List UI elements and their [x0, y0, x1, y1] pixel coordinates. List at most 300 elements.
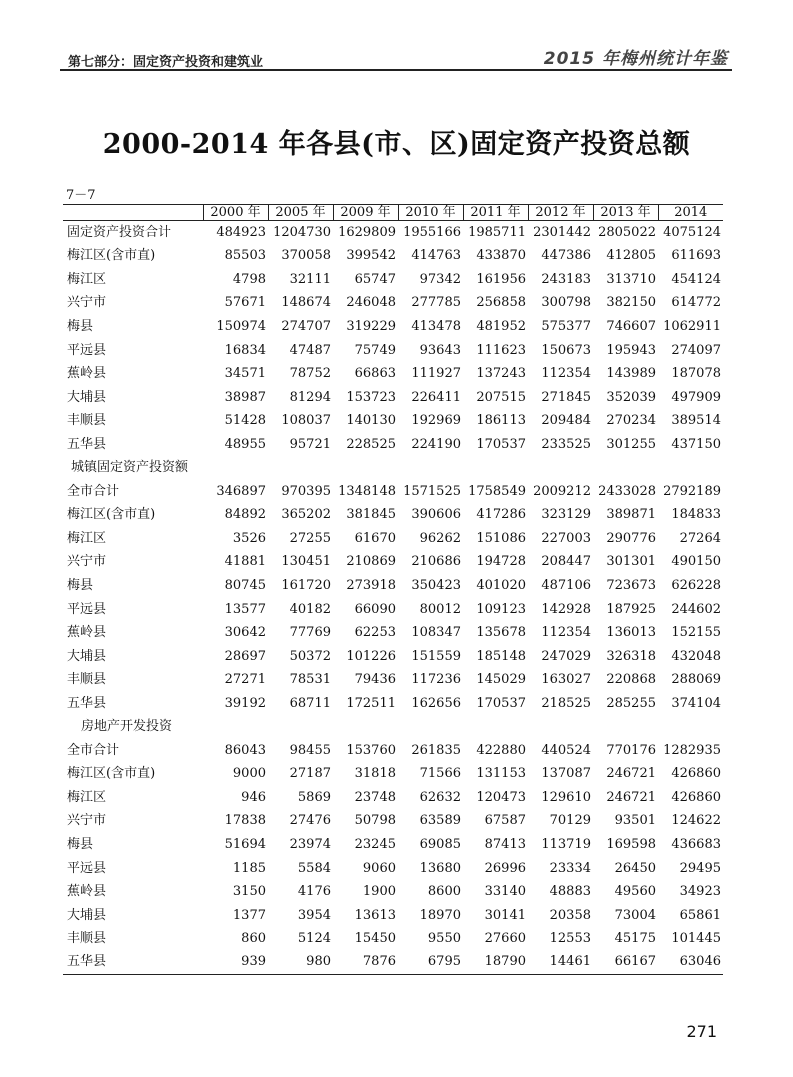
table-cell: 137087: [541, 766, 591, 782]
investment-table: [63, 204, 723, 975]
table-cell: 426860: [671, 766, 721, 782]
table-cell: 614772: [671, 295, 721, 311]
table-cell: 390606: [411, 507, 461, 523]
table-cell: 81294: [289, 389, 331, 405]
header-row: [63, 205, 723, 221]
row-label: 梅县: [67, 836, 94, 852]
row-label: 梅县: [67, 318, 94, 334]
table-cell: 3954: [297, 907, 331, 923]
table-cell: 186113: [476, 413, 526, 429]
table-cell: 18790: [463, 950, 528, 974]
table-cell: 20358: [549, 907, 591, 923]
table-cell: 161956: [476, 271, 526, 287]
table-cell: 112354: [541, 625, 591, 641]
table-cell: 195943: [606, 342, 656, 358]
table-row: [63, 362, 723, 386]
table-cell: 153723: [346, 389, 396, 405]
table-cell: 62632: [419, 789, 461, 805]
table-cell: 401020: [476, 577, 526, 593]
table-cell: 32111: [289, 271, 331, 287]
table-cell: 86043: [224, 742, 266, 758]
header-rule: [60, 69, 732, 71]
table-cell: 381845: [346, 507, 396, 523]
row-label: 梅江区: [67, 530, 107, 546]
table-cell: 87413: [484, 836, 526, 852]
table-cell: 13613: [354, 907, 396, 923]
table-cell: 51428: [224, 413, 266, 429]
table-cell: 66863: [354, 366, 396, 382]
table-cell: 13577: [224, 601, 266, 617]
table-row: [63, 668, 723, 692]
table-cell: 575377: [541, 318, 591, 334]
row-label: 丰顺县: [67, 672, 107, 688]
table-cell: 860: [241, 931, 266, 947]
table-cell: 4075124: [663, 225, 721, 241]
table-cell: 34571: [224, 366, 266, 382]
table-row: [63, 903, 723, 927]
table-cell: 5869: [297, 789, 331, 805]
table-cell: 68711: [289, 695, 331, 711]
table-cell: 454124: [671, 271, 721, 287]
column-header: [63, 205, 203, 221]
table-cell: 14461: [528, 950, 593, 974]
table-cell: 218525: [541, 695, 591, 711]
table-cell: 153760: [346, 742, 396, 758]
column-header: 2013 年: [593, 205, 658, 221]
table-cell: 30642: [224, 625, 266, 641]
table-cell: 194728: [476, 554, 526, 570]
table-row: [63, 268, 723, 292]
table-cell: 28697: [224, 648, 266, 664]
table-cell: 172511: [346, 695, 396, 711]
table-cell: 9000: [232, 766, 266, 782]
table-cell: 946: [241, 789, 266, 805]
table-row: [63, 950, 723, 974]
row-label: 五华县: [67, 436, 107, 452]
row-label: 平远县: [67, 342, 107, 358]
table-cell: 247029: [541, 648, 591, 664]
table-cell: 6795: [398, 950, 463, 974]
table-cell: 79436: [354, 672, 396, 688]
table-row: [63, 786, 723, 810]
table-cell: 23334: [549, 860, 591, 876]
table-cell: 80745: [224, 577, 266, 593]
table-cell: 95721: [289, 436, 331, 452]
table-cell: 436683: [671, 836, 721, 852]
table-cell: 57671: [224, 295, 266, 311]
table-cell: 1629809: [338, 225, 396, 241]
table-cell: 389514: [671, 413, 721, 429]
table-cell: 50798: [354, 813, 396, 829]
table-row: [63, 244, 723, 268]
table-cell: 30141: [484, 907, 526, 923]
section-label: 房地产开发投资: [81, 719, 173, 735]
table-cell: 185148: [476, 648, 526, 664]
table-cell: 98455: [289, 742, 331, 758]
table-cell: 365202: [281, 507, 331, 523]
table-cell: 313710: [606, 271, 656, 287]
table-cell: 5124: [297, 931, 331, 947]
table-cell: 31818: [354, 766, 396, 782]
table-cell: 78531: [289, 672, 331, 688]
table-row: [63, 880, 723, 904]
table-cell: 224190: [411, 436, 461, 452]
table-cell: 5584: [297, 860, 331, 876]
table-cell: 208447: [541, 554, 591, 570]
row-label: 梅江区: [67, 789, 107, 805]
table-cell: 45175: [614, 931, 656, 947]
table-cell: 273918: [346, 577, 396, 593]
table-cell: 412805: [606, 248, 656, 264]
table-cell: 970395: [281, 483, 331, 499]
column-header: 2009 年: [333, 205, 398, 221]
table-cell: 108037: [281, 413, 331, 429]
table-cell: 432048: [671, 648, 721, 664]
table-cell: 27271: [224, 672, 266, 688]
table-cell: 1185: [232, 860, 266, 876]
row-label: 兴宁市: [67, 813, 107, 829]
table-cell: 70129: [549, 813, 591, 829]
row-label: 大埔县: [67, 389, 107, 405]
table-cell: 16834: [224, 342, 266, 358]
table-row: [63, 291, 723, 315]
table-cell: 131153: [476, 766, 526, 782]
table-cell: 417286: [476, 507, 526, 523]
table-cell: 187078: [671, 366, 721, 382]
table-cell: 39192: [224, 695, 266, 711]
table-cell: 27476: [289, 813, 331, 829]
column-header: 2010 年: [398, 205, 463, 221]
table-cell: 1900: [362, 884, 396, 900]
table-cell: 63046: [658, 950, 723, 974]
table-row: [63, 338, 723, 362]
table-cell: 433870: [476, 248, 526, 264]
table-cell: 50372: [289, 648, 331, 664]
row-label: 蕉岭县: [67, 884, 107, 900]
section-label: 城镇固定资产投资额: [71, 460, 189, 476]
table-cell: 1204730: [273, 225, 331, 241]
table-cell: 770176: [606, 742, 656, 758]
column-header: 2012 年: [528, 205, 593, 221]
table-cell: 137243: [476, 366, 526, 382]
row-label: 五华县: [67, 695, 107, 711]
table-cell: 1377: [232, 907, 266, 923]
row-label: 梅县: [67, 577, 94, 593]
row-label: 蕉岭县: [67, 625, 107, 641]
table-cell: 97342: [419, 271, 461, 287]
table-row: [63, 691, 723, 715]
table-cell: 1985711: [468, 225, 526, 241]
table-cell: 47487: [289, 342, 331, 358]
table-row: [63, 621, 723, 645]
table-row: [63, 739, 723, 763]
table-cell: 27264: [679, 530, 721, 546]
table-cell: 209484: [541, 413, 591, 429]
table-cell: 226411: [411, 389, 461, 405]
row-label: 五华县: [63, 950, 203, 974]
table-cell: 109123: [476, 601, 526, 617]
table-cell: 187925: [606, 601, 656, 617]
table-cell: 163027: [541, 672, 591, 688]
row-label: 丰顺县: [67, 931, 107, 947]
table-cell: 626228: [671, 577, 721, 593]
table-cell: 152155: [671, 625, 721, 641]
table-cell: 422880: [476, 742, 526, 758]
table-row: [63, 432, 723, 456]
table-cell: 130451: [281, 554, 331, 570]
row-label: 蕉岭县: [67, 366, 107, 382]
table-cell: 611693: [671, 248, 721, 264]
table-cell: 66167: [593, 950, 658, 974]
table-cell: 3526: [232, 530, 266, 546]
table-cell: 41881: [224, 554, 266, 570]
column-header: 2014: [658, 205, 723, 221]
table-cell: 399542: [346, 248, 396, 264]
table-cell: 63589: [419, 813, 461, 829]
table-cell: 746607: [606, 318, 656, 334]
table-cell: 26450: [614, 860, 656, 876]
table-cell: 17838: [224, 813, 266, 829]
table-cell: 93643: [419, 342, 461, 358]
table-cell: 12553: [549, 931, 591, 947]
table-cell: 497909: [671, 389, 721, 405]
table-cell: 66090: [354, 601, 396, 617]
table-cell: 1955166: [403, 225, 461, 241]
table-cell: 84892: [224, 507, 266, 523]
row-label: 大埔县: [67, 907, 107, 923]
table-cell: 129610: [541, 789, 591, 805]
table-cell: 111623: [476, 342, 526, 358]
row-label: 丰顺县: [67, 413, 107, 429]
column-header: 2000 年: [203, 205, 268, 221]
table-cell: 15450: [354, 931, 396, 947]
page-header: [60, 40, 732, 71]
table-cell: 136013: [606, 625, 656, 641]
table-cell: 426860: [671, 789, 721, 805]
table-cell: 382150: [606, 295, 656, 311]
table-cell: 481952: [476, 318, 526, 334]
table-cell: 108347: [411, 625, 461, 641]
table-cell: 65861: [679, 907, 721, 923]
table-row: [63, 385, 723, 409]
table-cell: 75749: [354, 342, 396, 358]
table-cell: 192969: [411, 413, 461, 429]
table-cell: 33140: [484, 884, 526, 900]
table-cell: 29495: [679, 860, 721, 876]
table-cell: 723673: [606, 577, 656, 593]
table-cell: 23748: [354, 789, 396, 805]
table-cell: 233525: [541, 436, 591, 452]
table-cell: 101226: [346, 648, 396, 664]
table-cell: 490150: [671, 554, 721, 570]
table-cell: 319229: [346, 318, 396, 334]
table-cell: 301255: [606, 436, 656, 452]
table-cell: 246048: [346, 295, 396, 311]
row-label: 兴宁市: [67, 295, 107, 311]
section-row: [63, 456, 723, 480]
table-cell: 9060: [362, 860, 396, 876]
table-row: [63, 315, 723, 339]
table-cell: 288069: [671, 672, 721, 688]
table-row: [63, 762, 723, 786]
table-row: [63, 503, 723, 527]
table-cell: 111927: [411, 366, 461, 382]
table-cell: 4798: [232, 271, 266, 287]
table-cell: 8600: [427, 884, 461, 900]
table-cell: 1282935: [663, 742, 721, 758]
row-label: 梅江区(含市直): [67, 248, 156, 264]
table-row: [63, 550, 723, 574]
column-header: 2005 年: [268, 205, 333, 221]
table-cell: 34923: [679, 884, 721, 900]
table-cell: 170537: [476, 695, 526, 711]
table-row: [63, 597, 723, 621]
table-cell: 51694: [224, 836, 266, 852]
table-cell: 101445: [671, 931, 721, 947]
row-label: 平远县: [67, 601, 107, 617]
table-row: [63, 574, 723, 598]
table-cell: 413478: [411, 318, 461, 334]
table-cell: 326318: [606, 648, 656, 664]
table-cell: 23245: [354, 836, 396, 852]
table-cell: 69085: [419, 836, 461, 852]
row-label: 平远县: [67, 860, 107, 876]
table-cell: 440524: [541, 742, 591, 758]
table-row: [63, 527, 723, 551]
table-code: 7－7: [66, 188, 96, 203]
table-cell: 210869: [346, 554, 396, 570]
table-cell: 38987: [224, 389, 266, 405]
table-cell: 2792189: [663, 483, 721, 499]
table-cell: 23974: [289, 836, 331, 852]
row-label: 兴宁市: [67, 554, 107, 570]
table-cell: 484923: [216, 225, 266, 241]
table-cell: 26996: [484, 860, 526, 876]
table-cell: 112354: [541, 366, 591, 382]
table-cell: 49560: [614, 884, 656, 900]
table-cell: 244602: [671, 601, 721, 617]
row-label: 梅江区: [67, 271, 107, 287]
table-row: [63, 809, 723, 833]
table-cell: 170537: [476, 436, 526, 452]
table-body: [63, 221, 723, 975]
table-cell: 1571525: [403, 483, 461, 499]
table-cell: 62253: [354, 625, 396, 641]
table-cell: 124622: [671, 813, 721, 829]
table-cell: 80012: [419, 601, 461, 617]
row-label: 全市合计: [67, 742, 120, 758]
table-cell: 78752: [289, 366, 331, 382]
table-cell: 290776: [606, 530, 656, 546]
table-cell: 301301: [606, 554, 656, 570]
table-cell: 77769: [289, 625, 331, 641]
table-cell: 447386: [541, 248, 591, 264]
table-cell: 65747: [354, 271, 396, 287]
table-cell: 2433028: [598, 483, 656, 499]
table-cell: 13680: [419, 860, 461, 876]
table-cell: 274707: [281, 318, 331, 334]
table-cell: 389871: [606, 507, 656, 523]
table-cell: 243183: [541, 271, 591, 287]
table-cell: 150974: [216, 318, 266, 334]
table-cell: 27660: [484, 931, 526, 947]
table-cell: 414763: [411, 248, 461, 264]
table-row: [63, 221, 723, 245]
column-header: 2011 年: [463, 205, 528, 221]
table-cell: 210686: [411, 554, 461, 570]
table-cell: 1348148: [338, 483, 396, 499]
table-cell: 220868: [606, 672, 656, 688]
table-cell: 207515: [476, 389, 526, 405]
table-cell: 143989: [606, 366, 656, 382]
row-label: 固定资产投资合计: [67, 225, 172, 241]
table-cell: 161720: [281, 577, 331, 593]
table-cell: 228525: [346, 436, 396, 452]
table-cell: 18970: [419, 907, 461, 923]
table-cell: 145029: [476, 672, 526, 688]
table-row: [63, 856, 723, 880]
table-cell: 1758549: [468, 483, 526, 499]
table-cell: 370058: [281, 248, 331, 264]
table-cell: 487106: [541, 577, 591, 593]
table-cell: 270234: [606, 413, 656, 429]
table-cell: 184833: [671, 507, 721, 523]
table-cell: 117236: [411, 672, 461, 688]
table-cell: 3150: [232, 884, 266, 900]
section-heading: 第七部分：固定资产投资和建筑业: [68, 55, 264, 70]
table-cell: 437150: [671, 436, 721, 452]
table-cell: 9550: [427, 931, 461, 947]
table-cell: 120473: [476, 789, 526, 805]
table-cell: 27255: [289, 530, 331, 546]
row-label: 大埔县: [67, 648, 107, 664]
table-cell: 48955: [224, 436, 266, 452]
table-cell: 227003: [541, 530, 591, 546]
table-cell: 300798: [541, 295, 591, 311]
yearbook-title: 2015 年梅州统计年鉴: [543, 49, 728, 69]
table-cell: 350423: [411, 577, 461, 593]
table-cell: 113719: [541, 836, 591, 852]
table-cell: 2805022: [598, 225, 656, 241]
page-title: 2000-2014 年各县(市、区)固定资产投资总额: [102, 129, 691, 160]
table-cell: 93501: [614, 813, 656, 829]
table-cell: 246721: [606, 789, 656, 805]
table-cell: 261835: [411, 742, 461, 758]
table-cell: 73004: [614, 907, 656, 923]
table-row: [63, 833, 723, 857]
table-cell: 980: [268, 950, 333, 974]
table-cell: 140130: [346, 413, 396, 429]
table-cell: 67587: [484, 813, 526, 829]
table-row: [63, 480, 723, 504]
table-cell: 7876: [333, 950, 398, 974]
table-cell: 48883: [549, 884, 591, 900]
table-cell: 169598: [606, 836, 656, 852]
page-number: 271: [686, 1022, 717, 1041]
table-cell: 352039: [606, 389, 656, 405]
table-cell: 285255: [606, 695, 656, 711]
table-cell: 27187: [289, 766, 331, 782]
table-cell: 135678: [476, 625, 526, 641]
table-row: [63, 409, 723, 433]
table-cell: 246721: [606, 766, 656, 782]
table-cell: 61670: [354, 530, 396, 546]
table-cell: 277785: [411, 295, 461, 311]
table-cell: 1062911: [663, 318, 721, 334]
row-label: 梅江区(含市直): [67, 507, 156, 523]
row-label: 梅江区(含市直): [67, 766, 156, 782]
row-label: 全市合计: [67, 483, 120, 499]
